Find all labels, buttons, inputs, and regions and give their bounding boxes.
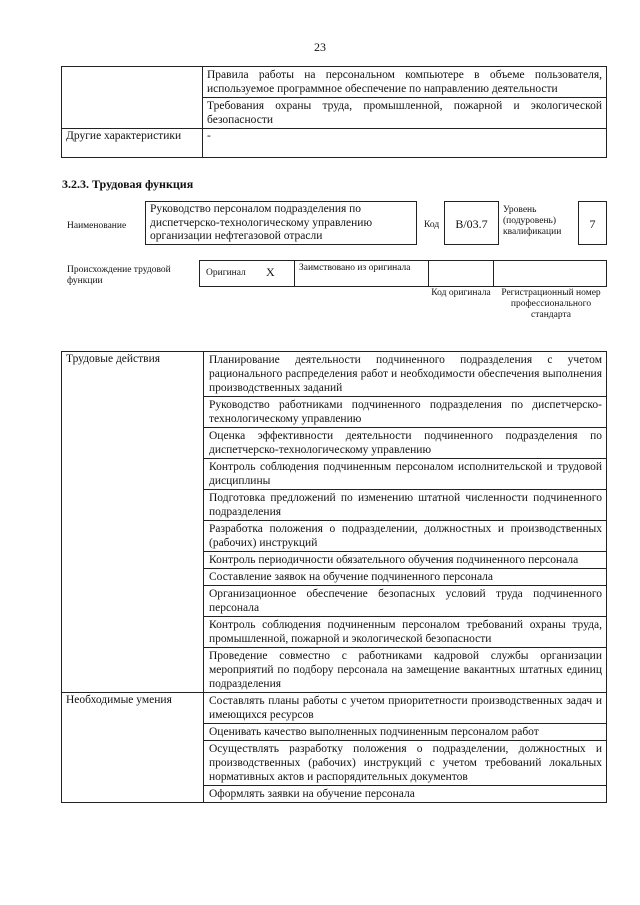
table-cell: Правила работы на персональном компьютере в объеме пользователя, используемое программное обеспечение по направлению деятельности	[203, 67, 607, 98]
section-heading: 3.2.3. Трудовая функция	[62, 177, 194, 191]
row-label: Другие характеристики	[62, 129, 203, 158]
table-cell: Контроль соблюдения подчиненным персоналом требований охраны труда, промышленной, пожарной и экологической безопасности	[204, 617, 607, 648]
original-label: Оригинал	[206, 268, 246, 278]
table-row	[62, 693, 607, 724]
origin-label: Происхождение трудовой функции	[67, 265, 171, 286]
top-characteristics-table	[61, 66, 607, 158]
group-label: Необходимые умения	[62, 693, 204, 803]
group-label: Трудовые действия	[62, 352, 204, 693]
table-row	[62, 129, 607, 158]
table-row	[62, 352, 607, 397]
function-name: Руководство персоналом подразделения по диспетчерско-технологическому управлению организации нефтегазовой отрасли	[150, 203, 373, 242]
table-cell: Оценивать качество выполненных подчиненным персоналом работ	[204, 724, 607, 741]
borrowed-label: Заимствовано из оригинала	[299, 263, 411, 273]
table-cell: Планирование деятельности подчиненного подразделения с учетом рационального распределения работ и необходимости обеспечения выполнения производственных заданий	[204, 352, 607, 397]
level-label: Уровень (подуровень) квалификации	[503, 205, 562, 237]
table-cell: Составление заявок на обучение подчиненного персонала	[204, 569, 607, 586]
table-cell: Контроль периодичности обязательного обучения подчиненного персонала	[204, 552, 607, 569]
name-label: Наименование	[67, 221, 127, 231]
labor-actions-table	[61, 351, 607, 803]
table-cell: Подготовка предложений по изменению штатной численности подчиненного подразделения	[204, 490, 607, 521]
table-cell: Составлять планы работы с учетом приоритетности производственных задач и имеющихся ресурсов	[204, 693, 607, 724]
reg-number-caption: Регистрационный номер профессионального стандарта	[501, 288, 601, 320]
origin-divider-3	[493, 260, 494, 287]
table-cell: Руководство работниками подчиненного подразделения по диспетчерско-технологическому управлению	[204, 397, 607, 428]
table-cell: Оформлять заявки на обучение персонала	[204, 786, 607, 803]
table-row	[62, 67, 607, 98]
table-cell: -	[203, 129, 607, 158]
row-label	[62, 67, 203, 129]
table-cell: Контроль соблюдения подчиненным персоналом исполнительской и трудовой дисциплины	[204, 459, 607, 490]
origin-divider-2	[428, 260, 429, 287]
code-original-caption: Код оригинала	[431, 288, 491, 298]
code-label: Код	[424, 220, 440, 230]
table-cell: Требования охраны труда, промышленной, пожарной и экологической безопасности	[203, 98, 607, 129]
page-number: 23	[314, 40, 326, 54]
table-cell: Организационное обеспечение безопасных условий труда подчиненного персонала	[204, 586, 607, 617]
table-cell: Разработка положения о подразделении, должностных и производственных (рабочих) инструкций	[204, 521, 607, 552]
original-mark: X	[266, 265, 275, 279]
code-value: B/03.7	[455, 217, 488, 231]
table-cell: Оценка эффективности деятельности подчиненного подразделения по диспетчерско-технологическому управлению	[204, 428, 607, 459]
origin-divider-1	[294, 260, 295, 287]
level-value: 7	[589, 217, 596, 231]
table-cell: Осуществлять разработку положения о подразделении, должностных и производственных (рабочих) инструкций с учетом требований локальных нормативных актов и распорядительных документов	[204, 741, 607, 786]
table-cell: Проведение совместно с работниками кадровой службы организации мероприятий по подбору персонала на замещение вакантных штатных единиц подразделения	[204, 648, 607, 693]
